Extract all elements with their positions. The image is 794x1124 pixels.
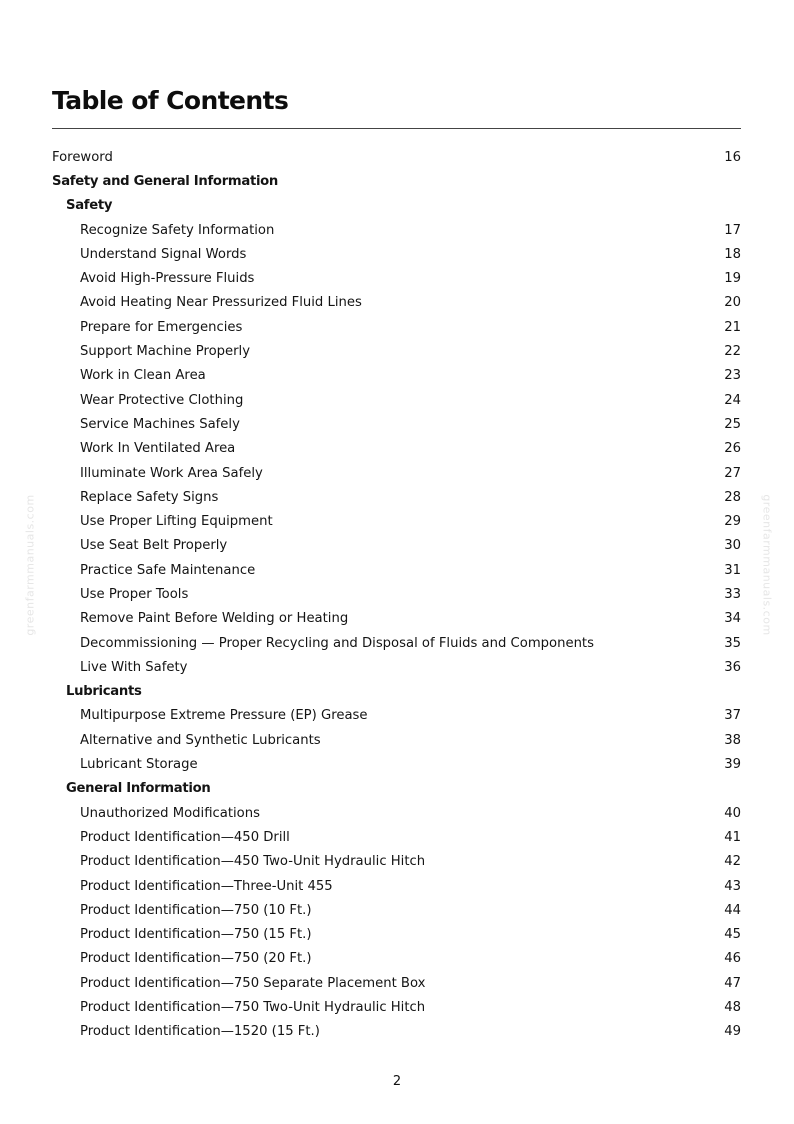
toc-entry-label: Product Identification—1520 (15 Ft.) [80, 1024, 320, 1040]
toc-entry-page: 26 [724, 441, 741, 457]
toc-entry-page: 31 [724, 562, 741, 578]
toc-entry-label: Avoid Heating Near Pressurized Fluid Lines [80, 295, 362, 311]
toc-section-heading [52, 194, 741, 218]
toc-entry-label: Safety and General Information [52, 173, 279, 189]
toc-entry[interactable] [52, 218, 741, 242]
toc-entry[interactable] [52, 582, 741, 606]
toc-entry-label: Alternative and Synthetic Lubricants [80, 732, 321, 748]
toc-entry-label: Practice Safe Maintenance [80, 562, 256, 578]
toc-entry-page: 22 [724, 344, 741, 360]
toc-entry-label: Multipurpose Extreme Pressure (EP) Grease [80, 708, 368, 724]
toc-entry[interactable] [52, 364, 741, 388]
toc-entry-label: Product Identification—750 (15 Ft.) [80, 927, 312, 943]
toc-entry[interactable] [52, 291, 741, 315]
toc-entry-page: 16 [724, 149, 741, 165]
toc-entry[interactable] [52, 850, 741, 874]
toc-entry[interactable] [52, 631, 741, 655]
toc-entry-page: 43 [724, 878, 741, 894]
toc-entry-page: 41 [724, 829, 741, 845]
toc-entry-label: Illuminate Work Area Safely [80, 465, 263, 481]
toc-entry-label: Product Identification—450 Two-Unit Hydraulic Hitch [80, 854, 426, 870]
watermark-right: greenfarmmanuals.com [760, 494, 774, 636]
toc-entry-page: 34 [724, 611, 741, 627]
toc-entry-label: Use Proper Lifting Equipment [80, 514, 273, 530]
toc-entry-label: Product Identification—Three-Unit 455 [80, 878, 333, 894]
toc-entry-label: Work in Clean Area [80, 368, 206, 384]
toc-entry-page: 30 [724, 538, 741, 554]
toc-section-heading [52, 777, 741, 801]
toc-entry-page: 38 [724, 732, 741, 748]
toc-entry-label: Support Machine Properly [80, 344, 251, 360]
toc-entry-page: 29 [724, 514, 741, 530]
toc-entry-label: Avoid High-Pressure Fluids [80, 271, 255, 287]
toc-entry[interactable] [52, 1020, 741, 1044]
toc-entry[interactable] [52, 971, 741, 995]
toc-entry-page: 17 [724, 222, 741, 238]
toc-entry-label: Lubricant Storage [80, 757, 198, 773]
toc-list [52, 145, 741, 1044]
toc-entry[interactable] [52, 242, 741, 266]
toc-entry-label: Safety [66, 198, 113, 214]
toc-entry-page: 19 [724, 271, 741, 287]
toc-entry[interactable] [52, 485, 741, 509]
toc-entry-page: 39 [724, 757, 741, 773]
toc-entry-label: Live With Safety [80, 659, 188, 675]
toc-entry-label: Product Identification—750 (20 Ft.) [80, 951, 312, 967]
title-divider [52, 128, 741, 129]
toc-entry[interactable] [52, 437, 741, 461]
toc-entry-page: 33 [724, 586, 741, 602]
toc-entry[interactable] [52, 412, 741, 436]
toc-entry[interactable] [52, 607, 741, 631]
toc-entry[interactable] [52, 752, 741, 776]
toc-entry[interactable] [52, 461, 741, 485]
toc-entry[interactable] [52, 704, 741, 728]
toc-entry-page: 35 [724, 635, 741, 651]
toc-entry-page: 42 [724, 854, 741, 870]
toc-entry-page: 37 [724, 708, 741, 724]
toc-entry-label: Unauthorized Modifications [80, 805, 260, 821]
toc-entry-page: 44 [724, 902, 741, 918]
toc-entry-label: Foreword [52, 149, 113, 165]
toc-entry-label: Product Identification—450 Drill [80, 829, 290, 845]
toc-entry[interactable] [52, 728, 741, 752]
toc-entry-page: 48 [724, 1000, 741, 1016]
toc-entry-label: Understand Signal Words [80, 246, 247, 262]
toc-section-heading [52, 169, 741, 193]
toc-entry-page: 47 [724, 975, 741, 991]
toc-entry-label: Product Identification—750 (10 Ft.) [80, 902, 312, 918]
toc-entry-label: Service Machines Safely [80, 416, 240, 432]
toc-entry-label: Decommissioning — Proper Recycling and Disposal of Fluids and Components [80, 635, 594, 651]
toc-entry-label: Replace Safety Signs [80, 489, 219, 505]
toc-entry[interactable] [52, 558, 741, 582]
toc-entry-label: Product Identification—750 Two-Unit Hydraulic Hitch [80, 1000, 426, 1016]
watermark-left: greenfarmmanuals.com [23, 494, 37, 636]
toc-entry-page: 28 [724, 489, 741, 505]
toc-entry[interactable] [52, 534, 741, 558]
toc-entry[interactable] [52, 509, 741, 533]
toc-entry[interactable] [52, 801, 741, 825]
toc-entry[interactable] [52, 315, 741, 339]
toc-entry-page: 25 [724, 416, 741, 432]
toc-entry[interactable] [52, 898, 741, 922]
toc-entry-page: 23 [724, 368, 741, 384]
toc-entry-page: 18 [724, 246, 741, 262]
toc-entry-label: Work In Ventilated Area [80, 441, 236, 457]
toc-entry[interactable] [52, 874, 741, 898]
toc-entry-label: Prepare for Emergencies [80, 319, 243, 335]
page-title: Table of Contents [52, 86, 289, 115]
toc-entry[interactable] [52, 388, 741, 412]
toc-section-heading [52, 680, 741, 704]
toc-entry[interactable] [52, 266, 741, 290]
toc-entry-page: 40 [724, 805, 741, 821]
toc-entry-page: 49 [724, 1024, 741, 1040]
toc-entry-label: Use Seat Belt Properly [80, 538, 228, 554]
toc-entry[interactable] [52, 339, 741, 363]
toc-entry-page: 36 [724, 659, 741, 675]
toc-entry-label: Recognize Safety Information [80, 222, 275, 238]
toc-entry[interactable] [52, 995, 741, 1019]
toc-entry[interactable] [52, 655, 741, 679]
toc-entry-label: Wear Protective Clothing [80, 392, 244, 408]
toc-entry-page: 21 [724, 319, 741, 335]
toc-entry-label: General Information [66, 781, 211, 797]
page-number: 2 [392, 1074, 402, 1089]
toc-entry-label: Lubricants [66, 684, 142, 700]
toc-entry[interactable] [52, 947, 741, 971]
toc-entry-page: 27 [724, 465, 741, 481]
toc-entry[interactable] [52, 825, 741, 849]
toc-entry[interactable] [52, 145, 741, 169]
toc-entry-label: Remove Paint Before Welding or Heating [80, 611, 349, 627]
toc-entry-page: 20 [724, 295, 741, 311]
toc-entry-label: Use Proper Tools [80, 586, 189, 602]
toc-entry-page: 24 [724, 392, 741, 408]
toc-entry-page: 46 [724, 951, 741, 967]
toc-entry-page: 45 [724, 927, 741, 943]
toc-entry[interactable] [52, 923, 741, 947]
toc-entry-label: Product Identification—750 Separate Placement Box [80, 975, 426, 991]
